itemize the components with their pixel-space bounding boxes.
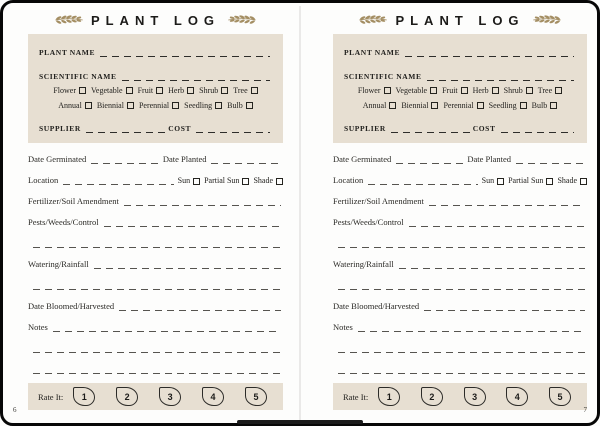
pests-row: [333, 215, 587, 227]
plant-type-options: [39, 85, 272, 96]
entry-line[interactable]: [338, 238, 585, 248]
date-planted-label: Date Planted: [467, 153, 511, 164]
date-germinated-label: Date Germinated: [333, 153, 392, 164]
watering-entry-line[interactable]: [399, 259, 585, 269]
entry-line[interactable]: [33, 364, 281, 374]
checkbox[interactable]: [389, 102, 396, 109]
checkbox[interactable]: [276, 178, 283, 185]
supplier-cost-row: [39, 121, 272, 133]
pests-label: Pests/Weeds/Control: [28, 216, 99, 227]
sun-exposure-options: [178, 177, 283, 185]
rating-leaf-badge-2[interactable]: 2: [421, 387, 443, 406]
rate-it-label: Rate It:: [38, 391, 64, 402]
date-germinated-entry-line[interactable]: [396, 154, 465, 164]
type-option: Vegetable: [396, 87, 438, 95]
plant-name-entry-line[interactable]: [100, 47, 270, 57]
checkbox[interactable]: [430, 87, 437, 94]
lifecycle-option: Annual: [363, 102, 397, 110]
entry-line[interactable]: [33, 343, 281, 353]
pests-label: Pests/Weeds/Control: [333, 216, 404, 227]
wheat-ornament-icon: [358, 14, 388, 26]
rate-it-label: Rate It:: [343, 391, 369, 402]
entry-line[interactable]: [33, 280, 281, 290]
type-option: Flower: [358, 87, 391, 95]
checkbox[interactable]: [550, 102, 557, 109]
pests-entry-line[interactable]: [409, 217, 585, 227]
checkbox[interactable]: [461, 87, 468, 94]
notes-row: [333, 320, 587, 332]
rating-leaf-badge-5[interactable]: 5: [245, 387, 267, 406]
sun-option: Sun: [178, 177, 200, 185]
type-option: Herb: [473, 87, 499, 95]
sun-exposure-options: [482, 177, 587, 185]
rating-scale: [378, 387, 577, 406]
rating-leaf-badge-4[interactable]: 4: [202, 387, 224, 406]
rating-leaf-badge-4[interactable]: 4: [506, 387, 528, 406]
checkbox[interactable]: [126, 87, 133, 94]
sun-option: Partial Sun: [508, 177, 553, 185]
cost-label: COST: [168, 123, 192, 133]
type-option: Tree: [233, 87, 257, 95]
plant-name-label: PLANT NAME: [39, 47, 96, 57]
wheat-ornament-icon: [227, 14, 257, 26]
page-header: [333, 11, 587, 29]
lifecycle-option: Seedling: [184, 102, 222, 110]
watering-row: [28, 257, 283, 269]
type-option: Fruit: [138, 87, 164, 95]
type-option: Herb: [168, 87, 194, 95]
checkbox[interactable]: [85, 102, 92, 109]
log-fields: [28, 152, 283, 374]
pests-entry-line[interactable]: [104, 217, 281, 227]
checkbox[interactable]: [127, 102, 134, 109]
page-title: PLANT LOG: [90, 12, 221, 28]
cost-label: COST: [472, 123, 496, 133]
date-bloomed-entry-line[interactable]: [119, 301, 281, 311]
lifecycle-option: Seedling: [489, 102, 527, 110]
checkbox[interactable]: [526, 87, 533, 94]
location-label: Location: [28, 174, 59, 185]
watering-entry-line[interactable]: [94, 259, 281, 269]
location-entry-line[interactable]: [63, 175, 173, 185]
plant-name-row: [39, 45, 272, 57]
date-germinated-label: Date Germinated: [28, 153, 87, 164]
checkbox[interactable]: [477, 102, 484, 109]
checkbox[interactable]: [172, 102, 179, 109]
blank-row: [28, 341, 283, 353]
dates-row: [333, 152, 587, 164]
watering-label: Watering/Rainfall: [333, 258, 394, 269]
blank-row: [28, 278, 283, 290]
scientific-name-row: [39, 69, 272, 81]
lifecycle-option: Bulb: [227, 102, 253, 110]
wheat-ornament-icon: [54, 14, 84, 26]
fertilizer-entry-line[interactable]: [124, 196, 281, 206]
supplier-entry-line[interactable]: [86, 123, 166, 133]
checkbox[interactable]: [520, 102, 527, 109]
page-number: 7: [583, 406, 587, 414]
checkbox[interactable]: [384, 87, 391, 94]
bloomed-row: [333, 299, 587, 311]
blank-row: [28, 362, 283, 374]
date-germinated-entry-line[interactable]: [91, 154, 161, 164]
plant-name-entry-line[interactable]: [405, 47, 574, 57]
page-number: 6: [13, 406, 17, 414]
rating-leaf-badge-2[interactable]: 2: [116, 387, 138, 406]
bloomed-row: [28, 299, 283, 311]
checkbox[interactable]: [242, 178, 249, 185]
lifecycle-option: Annual: [58, 102, 92, 110]
rating-leaf-badge-1[interactable]: 1: [73, 387, 95, 406]
type-option: Shrub: [504, 87, 533, 95]
checkbox[interactable]: [497, 178, 504, 185]
supplier-label: SUPPLIER: [39, 123, 81, 133]
rating-leaf-badge-3[interactable]: 3: [159, 387, 181, 406]
notes-row: [28, 320, 283, 332]
fertilizer-entry-line[interactable]: [429, 196, 585, 206]
scientific-name-entry-line[interactable]: [427, 71, 574, 81]
blank-row: [28, 236, 283, 248]
location-label: Location: [333, 174, 364, 185]
fertilizer-row: [333, 194, 587, 206]
cost-entry-line[interactable]: [196, 123, 270, 133]
scientific-name-entry-line[interactable]: [122, 71, 270, 81]
date-planted-label: Date Planted: [162, 153, 207, 164]
plant-info-panel: [28, 34, 283, 143]
entry-line[interactable]: [338, 364, 585, 374]
blank-row: [333, 236, 587, 248]
date-bloomed-label: Date Bloomed/Harvested: [28, 300, 115, 311]
sun-option: Sun: [482, 177, 504, 185]
lifecycle-option: Perennial: [139, 102, 179, 110]
checkbox[interactable]: [492, 87, 499, 94]
entry-line[interactable]: [33, 238, 281, 248]
watering-row: [333, 257, 587, 269]
type-option: Tree: [538, 87, 562, 95]
notes-label: Notes: [333, 321, 353, 332]
type-option: Vegetable: [91, 87, 133, 95]
checkbox[interactable]: [187, 87, 194, 94]
home-indicator: [237, 420, 363, 424]
rating-leaf-badge-3[interactable]: 3: [464, 387, 486, 406]
date-bloomed-entry-line[interactable]: [424, 301, 585, 311]
supplier-label: SUPPLIER: [344, 123, 386, 133]
lifecycle-option: Bulb: [532, 102, 558, 110]
checkbox[interactable]: [251, 87, 258, 94]
checkbox[interactable]: [431, 102, 438, 109]
blank-row: [333, 362, 587, 374]
dates-row: [28, 152, 283, 164]
checkbox[interactable]: [215, 102, 222, 109]
notes-label: Notes: [28, 321, 48, 332]
plant-name-label: PLANT NAME: [344, 47, 401, 57]
location-row: [333, 173, 587, 185]
checkbox[interactable]: [156, 87, 163, 94]
page-title: PLANT LOG: [395, 12, 525, 28]
fertilizer-row: [28, 194, 283, 206]
plant-type-options: [344, 85, 576, 96]
blank-row: [333, 278, 587, 290]
lifecycle-options: [344, 100, 576, 111]
date-planted-entry-line[interactable]: [516, 154, 585, 164]
lifecycle-option: Biennial: [97, 102, 134, 110]
supplier-cost-row: [344, 121, 576, 133]
date-planted-entry-line[interactable]: [211, 154, 281, 164]
entry-line[interactable]: [338, 343, 585, 353]
checkbox[interactable]: [555, 87, 562, 94]
wheat-ornament-icon: [532, 14, 562, 26]
location-row: [28, 173, 283, 185]
notes-entry-line[interactable]: [358, 322, 585, 332]
fertilizer-label: Fertilizer/Soil Amendment: [28, 195, 119, 206]
entry-line[interactable]: [338, 280, 585, 290]
checkbox[interactable]: [193, 178, 200, 185]
blank-row: [333, 341, 587, 353]
watering-label: Watering/Rainfall: [28, 258, 89, 269]
type-option: Flower: [53, 87, 86, 95]
rating-panel: [333, 383, 587, 410]
rating-panel: [28, 383, 283, 410]
checkbox[interactable]: [79, 87, 86, 94]
scientific-name-label: SCIENTIFIC NAME: [39, 71, 117, 81]
scientific-name-row: [344, 69, 576, 81]
date-bloomed-label: Date Bloomed/Harvested: [333, 300, 420, 311]
page-header: [28, 11, 283, 29]
checkbox[interactable]: [221, 87, 228, 94]
plant-info-panel: [333, 34, 587, 143]
sun-option: Shade: [557, 177, 587, 185]
lifecycle-options: [39, 100, 272, 111]
location-entry-line[interactable]: [368, 175, 477, 185]
log-fields: [333, 152, 587, 374]
cost-entry-line[interactable]: [501, 123, 574, 133]
rating-leaf-badge-1[interactable]: 1: [378, 387, 400, 406]
fertilizer-label: Fertilizer/Soil Amendment: [333, 195, 424, 206]
sun-option: Shade: [253, 177, 283, 185]
supplier-entry-line[interactable]: [391, 123, 471, 133]
rating-leaf-badge-5[interactable]: 5: [549, 387, 571, 406]
notes-entry-line[interactable]: [53, 322, 281, 332]
checkbox[interactable]: [246, 102, 253, 109]
type-option: Fruit: [442, 87, 468, 95]
scientific-name-label: SCIENTIFIC NAME: [344, 71, 422, 81]
type-option: Shrub: [199, 87, 228, 95]
plant-log-page-right: [300, 0, 600, 426]
plant-name-row: [344, 45, 576, 57]
rating-scale: [73, 387, 273, 406]
checkbox[interactable]: [580, 178, 587, 185]
pests-row: [28, 215, 283, 227]
sun-option: Partial Sun: [204, 177, 249, 185]
lifecycle-option: Biennial: [401, 102, 438, 110]
page-gutter-divider: [299, 6, 301, 420]
checkbox[interactable]: [546, 178, 553, 185]
lifecycle-option: Perennial: [443, 102, 483, 110]
